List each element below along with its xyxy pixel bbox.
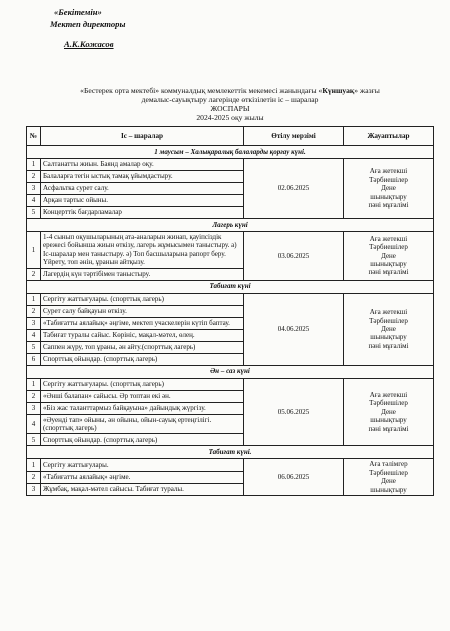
row-number: 6 bbox=[27, 353, 41, 365]
section-header-row bbox=[27, 280, 434, 293]
section-title: Лагерь күні bbox=[27, 219, 434, 232]
heading-line-1 bbox=[30, 86, 430, 95]
heading-org: «Бестерек орта мектебі» коммуналдық мемлекеттік мекемесі жанындағы « bbox=[80, 86, 323, 95]
approval-title: «Бекітемін» bbox=[54, 7, 102, 17]
event-description: Салтанатты жиын. Баянд амалар оқу. bbox=[41, 159, 244, 171]
section-title: Ән – саз күні bbox=[27, 365, 434, 378]
row-number: 4 bbox=[27, 414, 41, 434]
row-number: 3 bbox=[27, 402, 41, 414]
col-responsible-header: Жауаптылар bbox=[344, 127, 434, 146]
heading-suffix: » жазғы bbox=[354, 86, 380, 95]
approval-signature-name: А.К.Кожасов bbox=[64, 39, 114, 49]
responsible-line: Аға тәлімгер bbox=[369, 460, 408, 469]
responsible-line: шынықтыру bbox=[370, 260, 407, 269]
section-title: Табиғат күні. bbox=[27, 446, 434, 459]
event-description: Концерттік бағдарламалар bbox=[41, 207, 244, 219]
section-header-row bbox=[27, 365, 434, 378]
event-description: Жұмбақ, мақал-мәтел сайысы. Табиғат туралы. bbox=[41, 483, 244, 495]
responsible-line: Аға жетекші bbox=[369, 308, 408, 317]
responsible-line: Аға жетекші bbox=[369, 234, 408, 243]
responsible-persons bbox=[344, 159, 434, 219]
responsible-line: пәні мұғалімі bbox=[368, 201, 409, 210]
row-number: 1 bbox=[27, 159, 41, 171]
responsible-line: шынықтыру bbox=[370, 485, 407, 494]
row-number: 1 bbox=[27, 232, 41, 269]
responsible-line: Дене bbox=[381, 324, 396, 333]
row-number: 3 bbox=[27, 317, 41, 329]
event-description: «Әуенді тап» ойыны, ән ойыны, ойын-сауық ертеңгілігі. (спорттық лагерь) bbox=[41, 414, 244, 434]
event-description: «Табиғатты аялайық» әңгіме. bbox=[41, 471, 244, 483]
section-header-row bbox=[27, 219, 434, 232]
responsible-line: Тәрбиешілер bbox=[369, 175, 408, 184]
event-date: 06.06.2025 bbox=[244, 459, 344, 496]
responsible-persons bbox=[344, 232, 434, 281]
responsible-line: Дене bbox=[381, 251, 396, 260]
event-description: Саппен жүру, топ ұраны, ән айту.(спорттық лагерь) bbox=[41, 341, 244, 353]
responsible-persons bbox=[344, 459, 434, 496]
document-heading bbox=[30, 86, 430, 122]
row-number: 5 bbox=[27, 434, 41, 446]
event-description: Спорттық ойындар. (спорттық лагерь) bbox=[41, 353, 244, 365]
event-description: «Әнші балапан» сайысы. Әр топтан екі ән. bbox=[41, 390, 244, 402]
approval-position: Мектеп директоры bbox=[50, 19, 126, 29]
responsible-line: Тәрбиешілер bbox=[369, 399, 408, 408]
event-description: Сергіту жаттығулары. (спорттық лагерь) bbox=[41, 378, 244, 390]
row-number: 5 bbox=[27, 207, 41, 219]
row-number: 2 bbox=[27, 268, 41, 280]
heading-camp-name: Күншуақ bbox=[322, 86, 355, 95]
row-number: 2 bbox=[27, 471, 41, 483]
event-description: Балаларға тегін ыстық тамақ ұйымдастыру. bbox=[41, 171, 244, 183]
responsible-line: Дене bbox=[381, 184, 396, 193]
event-description: Табиғат туралы сайыс. Көрініс, мақал-мәтел, өлең. bbox=[41, 329, 244, 341]
table-body bbox=[27, 146, 434, 496]
heading-line-2: демалыс-сауықтыру лагерінде өткізілетін іс – шаралар bbox=[141, 95, 319, 104]
table-row bbox=[27, 159, 434, 171]
section-title: 1 маусым – Халықаралық балаларды қорғау күні. bbox=[27, 146, 434, 159]
responsible-line: Тәрбиешілер bbox=[369, 243, 408, 252]
table-header-row bbox=[27, 127, 434, 146]
col-events-header: Іс – шаралар bbox=[41, 127, 244, 146]
row-number: 2 bbox=[27, 171, 41, 183]
section-title: Табиғат күні bbox=[27, 280, 434, 293]
responsible-line: пәні мұғалімі bbox=[368, 341, 409, 350]
responsible-persons bbox=[344, 378, 434, 446]
event-description: Арқан тартыс ойыны. bbox=[41, 195, 244, 207]
event-date: 05.06.2025 bbox=[244, 378, 344, 446]
event-date: 03.06.2025 bbox=[244, 232, 344, 281]
heading-school-year: 2024-2025 оқу жылы bbox=[196, 113, 264, 122]
row-number: 2 bbox=[27, 305, 41, 317]
row-number: 4 bbox=[27, 195, 41, 207]
row-number: 1 bbox=[27, 378, 41, 390]
section-header-row bbox=[27, 446, 434, 459]
responsible-line: пәні мұғалімі bbox=[368, 268, 409, 277]
responsible-line: Дене bbox=[381, 477, 396, 486]
responsible-line: Аға жетекші bbox=[369, 391, 408, 400]
row-number: 5 bbox=[27, 341, 41, 353]
table-row bbox=[27, 459, 434, 471]
row-number: 4 bbox=[27, 329, 41, 341]
event-description: 1-4 сынып оқушыларының ата-аналарын жинап, қауіпсіздік ережесі бойынша жиын өткізу, лагерь жұмысымен таныстыру. а) Іс-шаралар мен таныстыру. ә) Топ басшыларына рапорт беру. Үйрету, топ әнін, ұранын айтқызу. bbox=[41, 232, 244, 269]
row-number: 2 bbox=[27, 390, 41, 402]
event-description: Сергіту жаттығулары. bbox=[41, 459, 244, 471]
heading-plan-title: ЖОСПАРЫ bbox=[210, 104, 250, 113]
event-date: 02.06.2025 bbox=[244, 159, 344, 219]
responsible-line: Тәрбиешілер bbox=[369, 468, 408, 477]
event-description: Спорттық ойындар. (спорттық лагерь) bbox=[41, 434, 244, 446]
event-description: Сурет салу байқауын өткізу. bbox=[41, 305, 244, 317]
row-number: 3 bbox=[27, 183, 41, 195]
row-number: 1 bbox=[27, 459, 41, 471]
responsible-line: пәні мұғалімі bbox=[368, 424, 409, 433]
plan-table bbox=[26, 126, 434, 496]
row-number: 1 bbox=[27, 293, 41, 305]
event-description: Сергіту жаттығулары. (спорттық лагерь) bbox=[41, 293, 244, 305]
row-number: 3 bbox=[27, 483, 41, 495]
responsible-line: Тәрбиешілер bbox=[369, 316, 408, 325]
table-row bbox=[27, 378, 434, 390]
responsible-line: шынықтыру bbox=[370, 192, 407, 201]
event-date: 04.06.2025 bbox=[244, 293, 344, 365]
approval-block bbox=[50, 6, 125, 50]
event-description: «Біз жас таланттармыз байқауына» дайындық жүргізу. bbox=[41, 402, 244, 414]
responsible-line: шынықтыру bbox=[370, 333, 407, 342]
section-header-row bbox=[27, 146, 434, 159]
table-row bbox=[27, 232, 434, 269]
event-description: Лагердің күн тәртібімен таныстыру. bbox=[41, 268, 244, 280]
responsible-persons bbox=[344, 293, 434, 365]
responsible-line: Аға жетекші bbox=[369, 167, 408, 176]
col-number-header: № bbox=[27, 127, 41, 146]
table-row bbox=[27, 293, 434, 305]
col-date-header: Өтілу мерзімі bbox=[244, 127, 344, 146]
responsible-line: шынықтыру bbox=[370, 416, 407, 425]
responsible-line: Дене bbox=[381, 407, 396, 416]
event-description: «Табиғатты аялайық» әңгіме, мектеп учаскелерін күтіп баптау. bbox=[41, 317, 244, 329]
event-description: Асфальтка сурет салу. bbox=[41, 183, 244, 195]
